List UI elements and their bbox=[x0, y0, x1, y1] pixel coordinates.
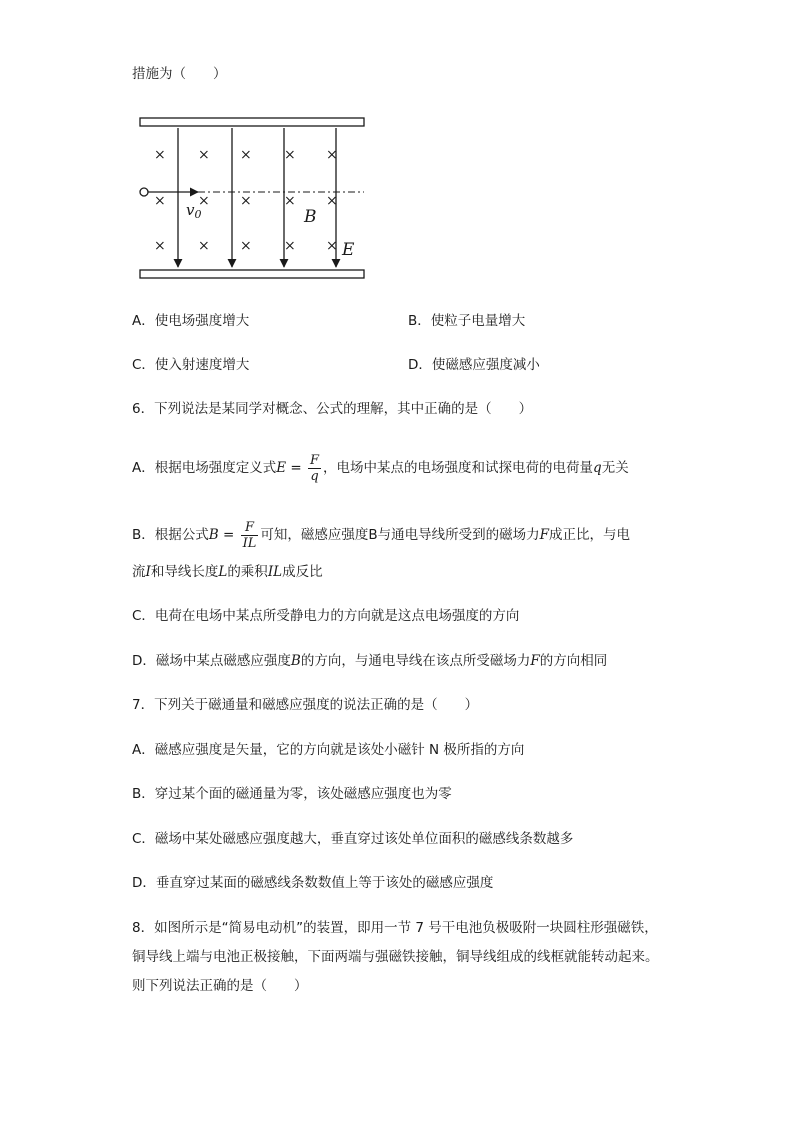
top-plate bbox=[140, 118, 364, 126]
q6-option-a: A．根据电场强度定义式E = $\frac{F}{q}$ ，电场中某点的电场强度和试探电荷的电荷量q无关 bbox=[132, 452, 629, 484]
q6-stem: 6．下列说法是某同学对概念、公式的理解，其中正确的是（ ） bbox=[132, 401, 533, 417]
bottom-plate bbox=[140, 270, 364, 278]
cross-mark: × bbox=[240, 193, 252, 209]
q6-option-b-line2: 流I和导线长度L的乘积IL成反比 bbox=[132, 564, 323, 580]
q7-option-c: C．磁场中某处磁感应强度越大，垂直穿过该处单位面积的磁感线条数越多 bbox=[132, 831, 574, 847]
cross-mark: × bbox=[326, 238, 338, 254]
cross-mark: × bbox=[154, 193, 166, 209]
q5-stem-tail: 措施为（ ） bbox=[132, 66, 227, 82]
formula-fraction: $\frac{F}{q}$ bbox=[310, 452, 320, 484]
q5-option-c: C．使入射速度增大 bbox=[132, 357, 250, 373]
cross-mark: × bbox=[240, 147, 252, 163]
label-B: B bbox=[304, 207, 317, 227]
cross-mark: × bbox=[198, 193, 210, 209]
formula-fraction: $\frac{F}{IL}$ bbox=[242, 519, 257, 551]
cross-mark: × bbox=[198, 147, 210, 163]
q5-option-d: D．使磁感应强度减小 bbox=[408, 357, 540, 373]
q7-option-d: D．垂直穿过某面的磁感线条数数值上等于该处的磁感应强度 bbox=[132, 875, 494, 891]
cross-mark: × bbox=[326, 193, 338, 209]
cross-mark: × bbox=[240, 238, 252, 254]
particle bbox=[140, 188, 148, 196]
q7-option-a: A．磁感应强度是矢量，它的方向就是该处小磁针 N 极所指的方向 bbox=[132, 742, 525, 758]
q8-stem-line1: 8．如图所示是“简易电动机”的装置，即用一节 7 号干电池负极吸附一块圆柱形强磁铁， bbox=[132, 920, 658, 936]
q5-option-a: A．使电场强度增大 bbox=[132, 313, 250, 329]
q6-option-d: D．磁场中某点磁感应强度B的方向，与通电导线在该点所受磁场力F的方向相同 bbox=[132, 653, 608, 669]
q7-option-b: B．穿过某个面的磁通量为零，该处磁感应强度也为零 bbox=[132, 786, 452, 802]
q5-option-b: B．使粒子电量增大 bbox=[408, 313, 526, 329]
cross-mark: × bbox=[154, 238, 166, 254]
q8-stem-line2: 铜导线上端与电池正极接触，下面两端与强磁铁接触，铜导线组成的线框就能转动起来。 bbox=[132, 949, 659, 965]
label-E: E bbox=[342, 240, 355, 260]
label-v0: $v_0$ bbox=[186, 201, 202, 221]
q7-stem: 7．下列关于磁通量和磁感应强度的说法正确的是（ ） bbox=[132, 697, 479, 713]
cross-mark: × bbox=[198, 238, 210, 254]
cross-mark: × bbox=[326, 147, 338, 163]
q8-stem-line3: 则下列说法正确的是（ ） bbox=[132, 978, 308, 994]
cross-mark: × bbox=[284, 147, 296, 163]
cross-mark: × bbox=[154, 147, 166, 163]
cross-mark: × bbox=[284, 238, 296, 254]
q5-figure bbox=[136, 114, 368, 284]
q6-option-c: C．电荷在电场中某点所受静电力的方向就是这点电场强度的方向 bbox=[132, 608, 520, 624]
q6-option-b: B．根据公式B = $\frac{F}{IL}$ 可知，磁感应强度B与通电导线所受到的磁场力F成正比，与电 bbox=[132, 519, 631, 551]
cross-mark: × bbox=[284, 193, 296, 209]
